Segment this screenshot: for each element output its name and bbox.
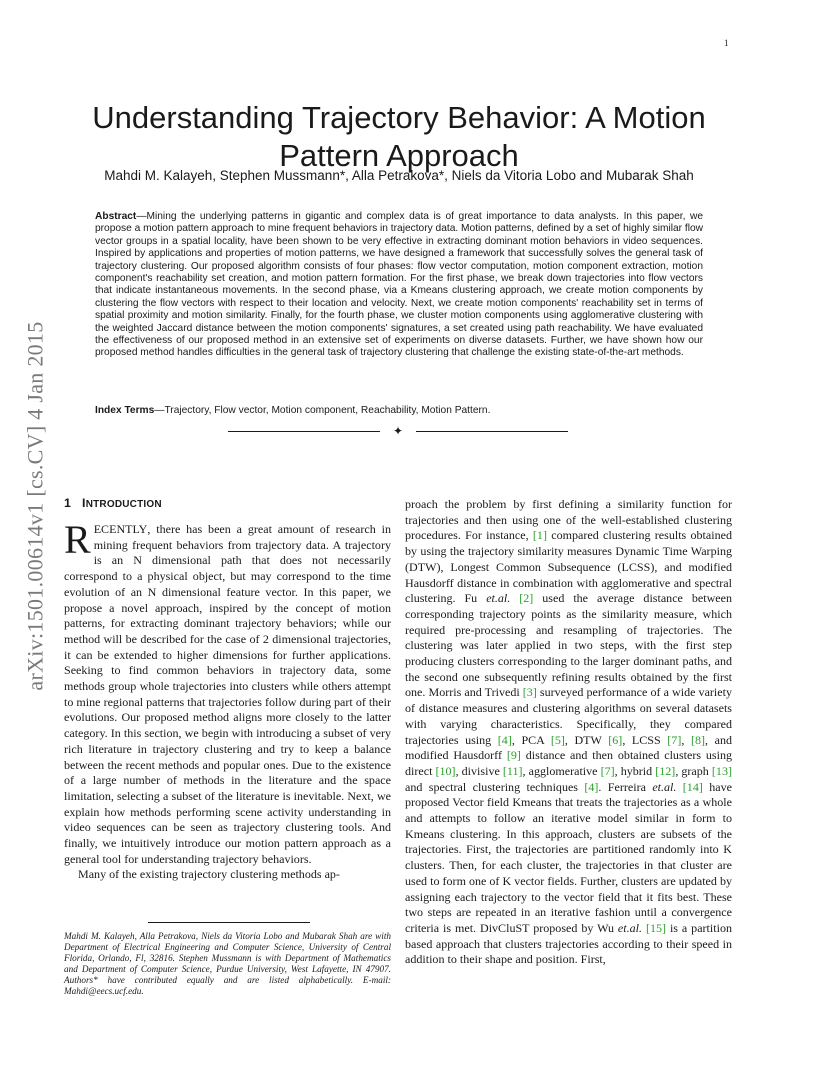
dropcap: R — [64, 517, 91, 562]
section-title-first: I — [82, 496, 86, 510]
separator-line-left — [228, 431, 380, 432]
text-run: used the average distance between corresponding trajectory points as the similarity measure, which required pre-processing and resampling of trajectories. The clustering was later applied in two steps, with the first step producing clusters corresponding to the larger dominant paths, and the second one subsequently refining results obtained by the first one. Morris and Trivedi — [405, 591, 732, 700]
citation-link[interactable]: [7] — [600, 763, 615, 778]
abstract-text: —Mining the underlying patterns in gigantic and complex data is of great importance to data analysts. In this paper, we propose a motion pattern approach to mine frequent behaviors in trajectory data. Motion patterns, defined by a set of highly similar flow vector groups in a spatial locality, have been shown to be very effective in extracting dominant motion behaviors in video sequences. Inspired by applications and properties of motion patterns, we have designed a framework that successfully solves the general task of trajectory clustering. Our proposed algorithm consists of four phases: flow vector computation, motion component extraction, motion component's reachability set creation, and motion pattern formation. For the first phase, we break down trajectories into flow vectors that indicate instantaneous movements. In the second phase, via a Kmeans clustering approach, we create motion components by clustering the flow vectors with respect to their location and velocity. Next, we create motion components' reachability set in terms of spatial proximity and motion similarity. Finally, for the fourth phase, we cluster motion components using agglomerative clustering with the weighted Jaccard distance between the motion components' signatures, a set created using path reachability. We have evaluated the effectiveness of our proposed method in an extensive set of experiments on diverse datasets. Further, we have shown how our proposed method handles difficulties in the general task of trajectory clustering that challenge the existing state-of-the-art methods. — [95, 211, 703, 359]
citation-link[interactable]: [4] — [584, 779, 599, 794]
intro-lead-smallcaps: ECENTLY — [93, 522, 148, 536]
text-run: surveyed performance of a wide variety of distance measures and clustering algorithms on several datasets with varying characteristics. Specifically, they compared trajectories using — [405, 685, 732, 747]
abstract-label: Abstract — [95, 211, 137, 222]
paper-title: Understanding Trajectory Behavior: A Motion Pattern Approach — [92, 99, 706, 173]
intro-paragraph-2: Many of the existing trajectory clustering methods ap- — [78, 867, 340, 882]
citation-link[interactable]: [6] — [608, 732, 623, 747]
text-run: . Ferreira — [598, 779, 653, 794]
et-al: et.al. — [617, 920, 642, 935]
et-al: et.al. — [652, 779, 677, 794]
citation-link[interactable]: [8] — [690, 732, 705, 747]
text-run: and spectral clustering techniques — [405, 779, 585, 794]
text-run: , divisive — [455, 763, 503, 778]
intro-paragraph-1 — [64, 517, 391, 867]
text-run: , graph — [675, 763, 712, 778]
intro-paragraph-1-text: , there has been a great amount of research in mining frequent behaviors from trajectory data. A trajectory is an N dimensional path that does not necessarily correspond to a physical object, but may correspond to the time evolution of an N dimensional feature vector. In this paper, we propose a novel approach, inspired by the concept of motion patterns, for extracting dominant trajectory behaviors; while our method will be described for the case of 2 dimensional trajectories, it can be extended to higher dimensions for further applications. Seeking to find common behaviors in trajectory data, some methods group whole trajectories into clusters while others attempt to mine regional patterns that trajectories follow during part of their evolutions. Our proposed method aligns more closely to the latter category. In this section, we begin with introducing a subset of very rich literature in trajectory clustering and try to keep a balance between the recent methods and popular ones. Due to the existence of a large number of methods in the literature and the space limitation, selecting a subset of the literature is inevitable. Next, we explain how methods performing scene activity understanding in video sequences can be seen as trajectory clustering tools. And finally, we intuitively introduce our motion pattern approach as a general tool for understanding trajectory behaviors. — [64, 522, 391, 866]
text-run: , — [681, 732, 691, 747]
index-terms-label: Index Terms — [95, 405, 155, 416]
citation-link[interactable]: [14] — [682, 779, 703, 794]
text-run: , PCA — [511, 732, 551, 747]
citation-link[interactable]: [15] — [645, 920, 667, 935]
text-run: , LCSS — [622, 732, 668, 747]
arxiv-stamp — [6, 296, 66, 716]
text-run: , hybrid — [614, 763, 656, 778]
text-run: compared clustering results obtained by using the trajectory similarity measures Dynamic Time Warping (DTW), Longest Common Subsequence (LCSS), and modified Hausdorff distance in combination with agglomerative and spectral clustering. Fu — [405, 528, 732, 606]
citation-link[interactable]: [2] — [519, 591, 534, 606]
section-title-rest: NTRODUCTION — [85, 499, 162, 510]
citation-link[interactable]: [1] — [532, 528, 547, 543]
section-heading — [64, 496, 162, 510]
text-run: have proposed Vector field Kmeans that treats the trajectories as a whole and attempts to follow an iterative model similar in form to Kmeans clustering. In this approach, clusters are subsets of the trajectories. First, the trajectories are partitioned randomly into K clusters. Then, for each cluster, the trajectories in that cluster are used to form one of K vector fields. Further, clusters are updated by assigning each trajectory to the vector field that it fits best. These two steps are repeated in an iterative fashion until a convergence criteria is met. DivCluST proposed by Wu — [405, 779, 732, 935]
section-separator — [228, 423, 568, 439]
left-column — [64, 517, 391, 883]
text-run: proach the problem by first defining a similarity function for trajectories and then using one of the well-established clustering procedures. For instance, — [405, 497, 732, 543]
et-al: et.al. — [486, 591, 511, 606]
arxiv-stamp-text: arXiv:1501.00614v1 [cs.CV] 4 Jan 2015 — [23, 321, 49, 691]
text-run — [510, 591, 519, 605]
text-run: is a partition based approach that clusters trajectories according to their speed in addition to their shape and position. First, — [405, 920, 732, 967]
citation-link[interactable]: [9] — [506, 748, 521, 763]
right-column — [405, 497, 732, 968]
page-number: 1 — [724, 38, 729, 48]
index-terms — [95, 405, 703, 417]
abstract — [95, 211, 703, 360]
footnote: Mahdi M. Kalayeh, Alla Petrakova, Niels da Vitoria Lobo and Mubarak Shah are with Department of Electrical Engineering and Computer Science, University of Central Florida, Orlando, Fl, 32816. Stephen Mussmann is with Department of Mathematics and Department of Computer Science, Purdue University, West Lafayette, IN 47907. Authors* have contributed equally and are listed alphabetically. E-mail: Mahdi@eecs.ucf.edu. — [64, 931, 391, 996]
index-terms-text: —Trajectory, Flow vector, Motion component, Reachability, Motion Pattern. — [154, 405, 491, 416]
citation-link[interactable]: [3] — [522, 685, 537, 700]
right-paragraph — [405, 497, 732, 968]
separator-line-right — [416, 431, 568, 432]
paper-authors: Mahdi M. Kalayeh, Stephen Mussmann*, Alla Petrakova*, Niels da Vitoria Lobo and Mubarak Shah — [104, 168, 694, 183]
citation-link[interactable]: [4] — [497, 732, 512, 747]
section-number: 1 — [64, 496, 72, 510]
citation-link[interactable]: [11] — [502, 763, 523, 778]
citation-link[interactable]: [10] — [435, 763, 456, 778]
citation-link[interactable]: [12] — [655, 763, 676, 778]
footnote-rule — [148, 922, 310, 923]
citation-link[interactable]: [13] — [711, 763, 732, 778]
citation-link[interactable]: [5] — [550, 732, 565, 747]
text-run: , agglomerative — [522, 763, 601, 778]
citation-link[interactable]: [7] — [667, 732, 682, 747]
text-run: distance and then obtained clusters using direct — [405, 748, 732, 778]
separator-ornament-icon: ✦ — [392, 424, 404, 438]
text-run: , and modified Hausdorff — [405, 732, 732, 763]
text-run: , DTW — [564, 732, 609, 747]
